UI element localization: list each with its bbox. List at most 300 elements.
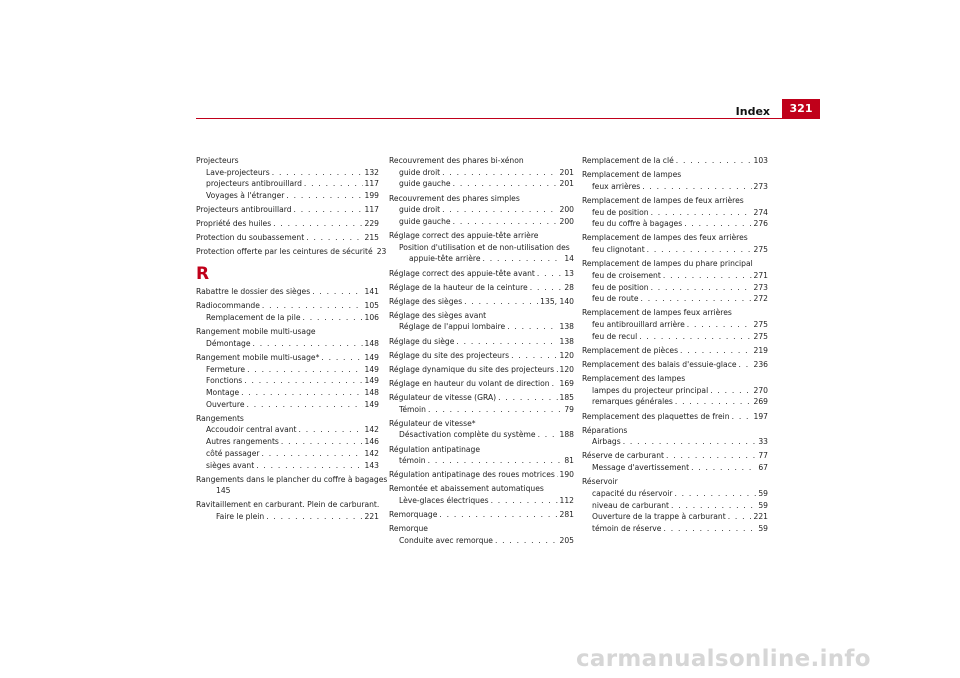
leader-dots [498,392,557,404]
entry-page-ref: 142 [364,448,379,458]
entry-page-ref: 275 [753,320,768,330]
index-subentry [196,399,379,411]
entry-text: Régulateur de vitesse (GRA) [389,392,497,402]
entry-text: Rangement mobile multi-usage* [196,352,320,362]
entry-text: Remorquage [389,510,438,520]
leader-dots [687,319,752,331]
entry-page-ref: 200 [559,205,574,215]
index-subentry [582,511,768,523]
index-subentry [389,404,574,416]
watermark: carmanualsonline.info [576,646,871,672]
leader-dots [739,359,752,371]
entry-text: Projecteurs antibrouillard [196,205,292,215]
index-entry [196,155,379,167]
index-entry [582,450,768,462]
entry-page-ref: 185 [559,392,574,402]
entry-text: Remorque [389,524,428,534]
entry-page-ref: 149 [364,364,379,374]
entry-text: Rabattre le dossier des sièges [196,287,311,297]
entry-page-ref: 138 [559,336,574,346]
entry-page-ref: 271 [753,270,768,280]
index-entry [389,509,574,521]
index-subentry [582,319,768,331]
entry-text: Fonctions [206,376,243,386]
index-column-3 [582,155,768,535]
leader-dots [286,190,362,202]
entry-text: feu clignotant [592,245,645,255]
entry-text: Position d'utilisation et de non-utilisation des [399,242,570,252]
leader-dots [304,178,363,190]
entry-page-ref: 199 [364,191,379,201]
index-subentry [196,511,379,523]
entry-text: témoin de réserve [592,524,662,534]
index-entry [389,336,574,348]
entry-page-ref: 149 [364,352,379,362]
leader-dots [676,155,752,167]
index-entry [389,350,574,362]
index-entry [196,232,379,244]
entry-text: 145 [216,486,231,496]
page-number: 321 [789,102,813,115]
entry-page-ref: 23 [376,247,387,257]
entry-page-ref: 274 [753,207,768,217]
entry-text: feux arrières [592,181,641,191]
leader-dots [294,204,363,216]
index-subentry [582,488,768,500]
leader-dots [651,282,752,294]
leader-dots [281,436,363,448]
entry-page-ref: 273 [753,282,768,292]
entry-text: projecteurs antibrouillard [206,179,302,189]
leader-dots [299,424,363,436]
index-subentry [582,500,768,512]
index-entry [196,246,387,258]
entry-text: Réglage en hauteur du volant de direction [389,378,550,388]
leader-dots [651,207,752,219]
entry-page-ref: 117 [364,205,379,215]
index-entry [582,195,768,207]
leader-dots [710,385,751,397]
index-entry [196,352,379,364]
entry-text: Réglage de la hauteur de la ceinture [389,282,528,292]
leader-dots [247,399,363,411]
index-entry [196,413,379,425]
index-subentry [582,181,768,193]
entry-text: Remplacement de la pile [206,312,301,322]
entry-text: Recouvrement des phares simples [389,193,520,203]
leader-dots [464,296,538,308]
entry-page-ref: 169 [559,378,574,388]
entry-text: feu du coffre à bagages [592,219,683,229]
leader-dots [303,312,363,324]
entry-text: côté passager [206,448,260,458]
entry-page-ref: 14 [564,254,574,264]
entry-page-ref: 142 [364,425,379,435]
entry-text: feu de position [592,282,649,292]
index-subentry [389,204,574,216]
entry-page-ref: 59 [758,524,768,534]
entry-text: Remplacement de lampes des feux arrières [582,233,748,243]
entry-page-ref: 141 [364,287,379,297]
leader-dots [306,232,362,244]
leader-dots [241,387,362,399]
entry-page-ref: 201 [559,179,574,189]
index-subentry [389,429,574,441]
index-subentry [389,535,574,547]
entry-text: Message d'avertissement [592,463,690,473]
entry-text: Rangements [196,413,244,423]
leader-dots [321,352,362,364]
section-letter: R [196,264,210,285]
entry-text: Réglage du siège [389,336,455,346]
entry-page-ref: 28 [564,282,574,292]
leader-dots [495,535,558,547]
index-subentry [582,462,768,474]
entry-text: Réglage correct des appuie-tête avant [389,268,535,278]
index-subentry [389,178,574,190]
index-subentry [196,485,379,497]
entry-page-ref: 229 [364,219,379,229]
leader-dots [732,411,752,423]
entry-page-ref: 221 [364,512,379,522]
entry-page-ref: 146 [364,437,379,447]
entry-page-ref: 148 [364,338,379,348]
entry-page-ref: 190 [559,470,574,480]
leader-dots [428,455,563,467]
index-subentry [196,312,379,324]
leader-dots [674,488,756,500]
leader-dots [691,462,756,474]
entry-text: guide droit [399,167,441,177]
entry-page-ref: 201 [559,167,574,177]
index-subentry [196,448,379,460]
entry-page-ref: 33 [758,437,768,447]
entry-text: témoin [399,456,426,466]
index-entry [196,218,379,230]
entry-text: Régulation antipatinage [389,444,481,454]
leader-dots [556,364,557,376]
leader-dots [671,500,756,512]
index-entry [196,474,388,486]
entry-page-ref: 188 [559,430,574,440]
entry-page-ref: 205 [559,536,574,546]
entry-text: Témoin [399,404,426,414]
leader-dots [511,350,557,362]
leader-dots [266,511,362,523]
entry-page-ref: 275 [753,331,768,341]
entry-text: appuie-tête arrière [409,254,481,264]
leader-dots [491,495,558,507]
index-column-2 [389,155,574,547]
index-subentry [196,460,379,472]
entry-text: Réservoir [582,477,618,487]
index-subentry [582,207,768,219]
entry-text: Accoudoir central avant [206,425,297,435]
index-subentry [582,244,768,256]
entry-text: Remplacement de lampes de feux arrières [582,195,744,205]
entry-text: Faire le plein [216,512,265,522]
entry-text: Conduite avec remorque [399,536,493,546]
entry-page-ref: 132 [364,167,379,177]
index-subentry [582,270,768,282]
entry-page-ref: 120 [559,364,574,374]
leader-dots [428,404,562,416]
entry-text: feu de recul [592,331,638,341]
leader-dots [663,270,752,282]
leader-dots [642,181,751,193]
entry-text: Réglage du site des projecteurs [389,350,510,360]
entry-text: Airbags [592,437,621,447]
entry-text: Fermeture [206,364,246,374]
entry-page-ref: 272 [753,294,768,304]
index-subentry [582,218,768,230]
entry-text: Remplacement des plaquettes de frein [582,411,730,421]
index-entry [582,258,768,270]
entry-page-ref: 275 [753,245,768,255]
leader-dots [262,300,363,312]
entry-page-ref: 77 [758,451,768,461]
entry-text: Ravitaillement en carburant. Plein de carburant. [196,500,380,510]
leader-dots [256,460,362,472]
entry-page-ref: 59 [758,500,768,510]
entry-page-ref: 276 [753,219,768,229]
leader-dots [641,293,752,305]
entry-text: Rangements dans le plancher du coffre à bagages [196,474,388,484]
entry-page-ref: 215 [364,233,379,243]
index-column-1 [196,155,388,523]
entry-page-ref: 67 [758,463,768,473]
index-subentry [582,385,768,397]
entry-text: Remplacement de lampes [582,170,682,180]
index-entry [389,282,574,294]
leader-dots [530,282,563,294]
entry-text: Réglage de l'appui lombaire [399,322,506,332]
index-entry [389,193,574,205]
entry-page-ref: 106 [364,312,379,322]
index-entry [196,499,379,511]
entry-text: Remplacement des balais d'essuie-glace [582,359,737,369]
leader-dots [456,336,557,348]
entry-page-ref: 149 [364,376,379,386]
entry-page-ref: 112 [559,496,574,506]
entry-page-ref: 81 [564,456,574,466]
leader-dots [684,218,751,230]
index-entry [582,169,768,181]
page-header-title: Index [735,105,770,118]
leader-dots [680,345,751,357]
index-entry [196,204,379,216]
leader-dots [728,511,752,523]
leader-dots [253,338,363,350]
index-subentry [196,375,379,387]
entry-text: feu de croisement [592,270,661,280]
index-subentry [196,424,379,436]
index-entry [389,230,574,242]
index-subentry [196,190,379,202]
index-entry [582,155,768,167]
entry-text: remarques générales [592,397,673,407]
index-entry [389,418,574,430]
entry-text: Remontée et abaissement automatiques [389,484,544,494]
page-number-box [782,99,820,119]
entry-text: Désactivation complète du système [399,430,536,440]
index-subentry [582,293,768,305]
entry-text: Réglage des sièges avant [389,310,487,320]
entry-text: Réserve de carburant [582,451,664,461]
entry-page-ref: 270 [753,385,768,395]
index-subentry [582,436,768,448]
index-entry [196,326,379,338]
entry-text: Réglage dynamique du site des projecteurs [389,364,555,374]
leader-dots [247,364,362,376]
index-entry [389,296,574,308]
leader-dots [538,429,558,441]
index-entry [582,345,768,357]
entry-text: Remplacement de pièces [582,345,679,355]
leader-dots [442,204,557,216]
index-entry [389,483,574,495]
index-subentry [196,364,379,376]
index-subentry [389,216,574,228]
index-subentry [582,282,768,294]
entry-text: Remplacement de lampes du phare principal [582,259,753,269]
index-subentry [196,338,379,350]
leader-dots [507,321,557,333]
leader-dots [552,378,558,390]
leader-dots [442,167,557,179]
leader-dots [663,523,756,535]
leader-dots [623,436,757,448]
entry-text: Ouverture de la trappe à carburant [592,512,726,522]
index-entry [582,373,768,385]
leader-dots [483,253,563,265]
index-subentry [196,387,379,399]
index-subentry [389,321,574,333]
entry-page-ref: 219 [753,345,768,355]
index-subentry [389,167,574,179]
index-entry [582,307,768,319]
leader-dots [675,396,752,408]
entry-text: Radiocommande [196,301,260,311]
entry-text: Voyages à l'étranger [206,191,285,201]
leader-dots [272,167,363,179]
entry-text: Lave-projecteurs [206,167,270,177]
index-entry [196,300,379,312]
index-entry [389,392,574,404]
entry-page-ref: 281 [559,510,574,520]
entry-page-ref: 117 [364,179,379,189]
entry-text: guide gauche [399,179,451,189]
index-subentry [389,242,574,254]
entry-text: guide gauche [399,216,451,226]
index-entry [582,411,768,423]
entry-text: Remplacement de lampes feux arrières [582,308,732,318]
index-entry [582,425,768,437]
header-rule [196,118,820,119]
entry-page-ref: 197 [753,411,768,421]
entry-text: niveau de carburant [592,500,670,510]
index-subentry [389,455,574,467]
leader-dots [244,375,362,387]
index-subentry [582,523,768,535]
entry-page-ref: 103 [753,156,768,165]
index-subentry [196,167,379,179]
index-entry [582,359,768,371]
index-subentry [389,253,574,265]
entry-page-ref: 200 [559,216,574,226]
index-entry [582,232,768,244]
entry-page-ref: 79 [564,404,574,414]
index-entry [389,378,574,390]
entry-text: Régulation antipatinage des roues motrices [389,470,555,480]
entry-text: Propriété des huiles [196,219,272,229]
entry-text: Recouvrement des phares bi-xénon [389,156,524,165]
entry-page-ref: 269 [753,397,768,407]
entry-page-ref: 138 [559,322,574,332]
index-entry [389,310,574,322]
leader-dots [537,268,562,280]
entry-page-ref: 135, 140 [540,296,574,306]
entry-text: feu antibrouillard arrière [592,320,685,330]
index-entry [389,268,574,280]
leader-dots [666,450,756,462]
entry-text: Autres rangements [206,437,279,447]
entry-text: capacité du réservoir [592,488,673,498]
entry-text: Protection du soubassement [196,233,305,243]
leader-dots [453,216,558,228]
entry-text: Projecteurs [196,156,239,165]
entry-page-ref: 148 [364,387,379,397]
entry-text: feu de position [592,207,649,217]
entry-text: Remplacement de la clé [582,156,674,165]
entry-page-ref: 120 [559,350,574,360]
index-entry [389,155,574,167]
leader-dots [647,244,752,256]
entry-text: Remplacement des lampes [582,374,686,384]
entry-text: Réglage des sièges [389,296,463,306]
leader-dots [557,469,558,481]
entry-text: Protection offerte par les ceintures de sécurité [196,247,373,257]
entry-text: Réglage correct des appuie-tête arrière [389,231,539,240]
entry-page-ref: 149 [364,399,379,409]
entry-text: Démontage [206,338,251,348]
entry-text: feu de route [592,294,639,304]
entry-text: sièges avant [206,460,255,470]
entry-text: Régulateur de vitesse* [389,418,476,428]
entry-page-ref: 236 [753,359,768,369]
entry-text: Rangement mobile multi-usage [196,327,316,337]
index-subentry [389,495,574,507]
index-subentry [582,396,768,408]
leader-dots [453,178,558,190]
leader-dots [273,218,362,230]
index-entry [389,444,574,456]
index-subentry [582,331,768,343]
entry-text: Ouverture [206,399,245,409]
entry-page-ref: 13 [564,268,574,278]
entry-page-ref: 59 [758,488,768,498]
entry-page-ref: 221 [753,512,768,522]
index-entry [389,469,574,481]
index-entry [196,286,379,298]
leader-dots [639,331,751,343]
entry-text: lampes du projecteur principal [592,385,709,395]
leader-dots [312,286,362,298]
index-entry [582,476,768,488]
entry-page-ref: 105 [364,301,379,311]
leader-dots [439,509,557,521]
entry-page-ref: 273 [753,181,768,191]
